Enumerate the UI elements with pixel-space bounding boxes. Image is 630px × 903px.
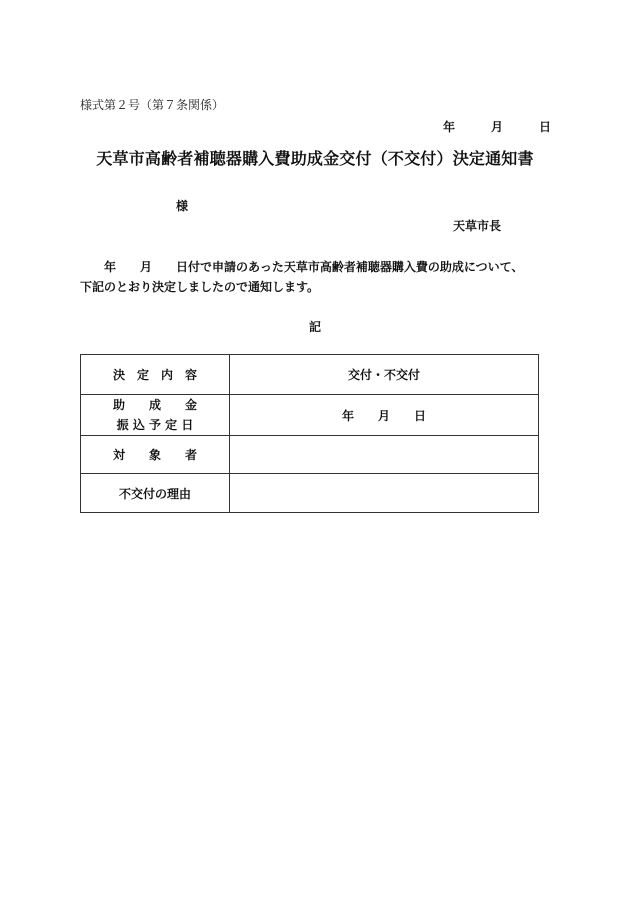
table-row xyxy=(81,395,539,436)
non-grant-reason-label: 不交付の理由 xyxy=(81,474,230,513)
transfer-date-label-line-1: 助 成 金 xyxy=(112,398,197,412)
table-row xyxy=(81,355,539,395)
issue-date-line: 年 月 日 xyxy=(443,120,552,134)
table-row xyxy=(81,436,539,474)
body-text-line-2: 下記のとおり決定しましたので通知します。 xyxy=(80,280,320,294)
decision-content-label: 決 定 内 容 xyxy=(81,355,230,395)
transfer-date-value: 年 月 日 xyxy=(230,395,539,436)
issuer-name: 天草市長 xyxy=(453,219,502,233)
table-row xyxy=(81,474,539,513)
decision-table xyxy=(80,354,539,513)
target-person-value xyxy=(230,436,539,474)
ki-heading: 記 xyxy=(308,320,321,334)
form-number: 様式第２号（第７条関係） xyxy=(80,98,225,112)
non-grant-reason-value xyxy=(230,474,539,513)
target-person-label: 対 象 者 xyxy=(81,436,230,474)
transfer-date-label-line-2: 振 込 予 定 日 xyxy=(116,418,194,432)
recipient-suffix: 様 xyxy=(176,199,189,213)
document-title: 天草市高齢者補聴器購入費助成金交付（不交付）決定通知書 xyxy=(96,149,534,168)
body-text-line-1: 年 月 日付で申請のあった天草市高齢者補聴器購入費の助成について、 xyxy=(104,260,524,274)
transfer-date-label xyxy=(81,395,230,436)
decision-content-value: 交付・不交付 xyxy=(230,355,539,395)
